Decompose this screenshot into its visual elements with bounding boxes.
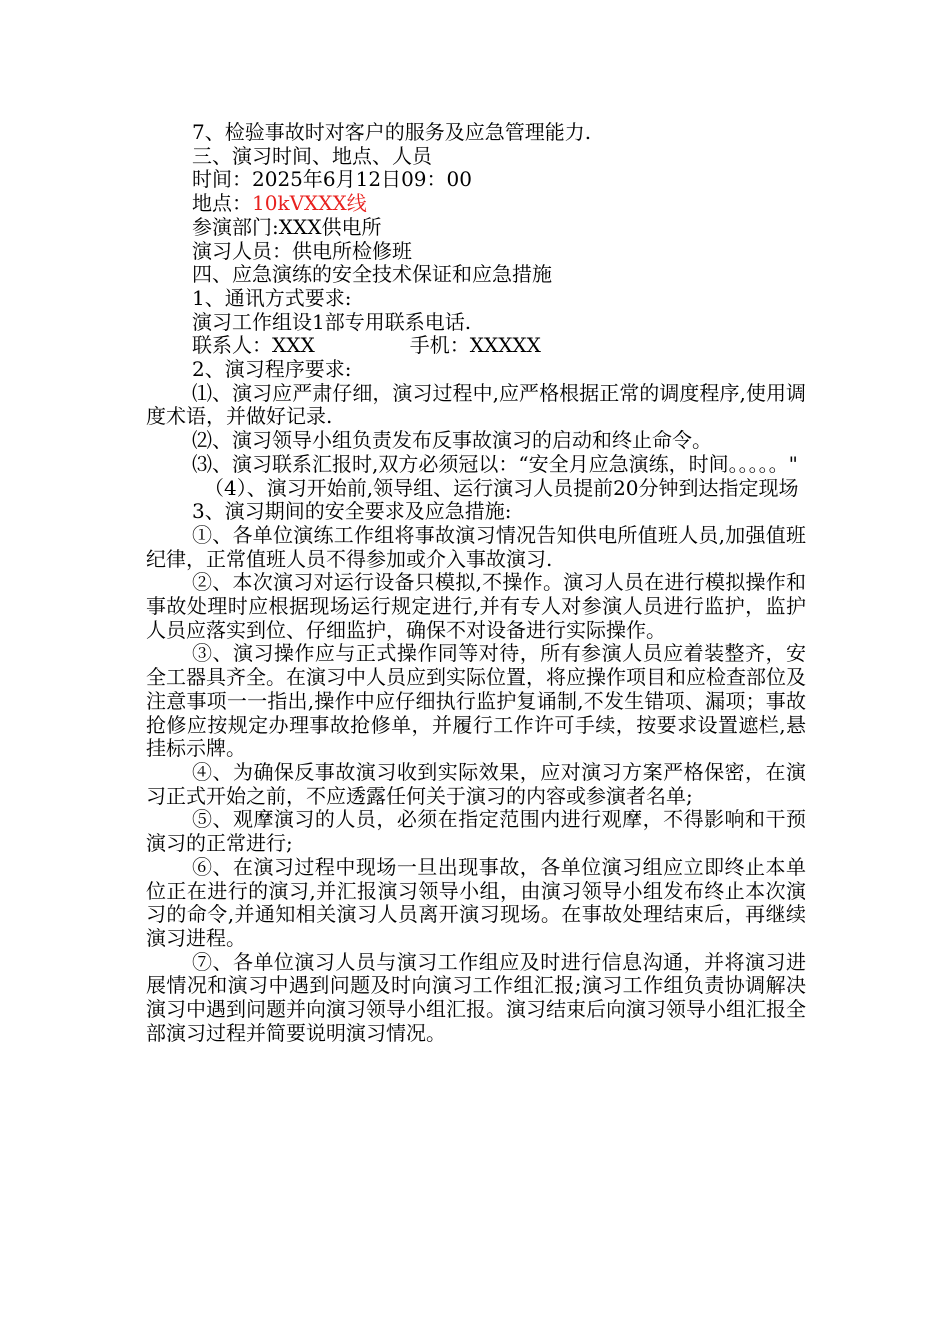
safety-item-4: ④、为确保反事故演习收到实际效果，应对演习方案严格保密，在演习正式开始之前，不应透露任何关于演习的内容或参演者名单; <box>146 760 806 808</box>
location-value: 10kVXXX线 <box>252 192 367 216</box>
safety-item-5: ⑤、观摩演习的人员，必须在指定范围内进行观摩，不得影响和干预演习的正常进行; <box>146 808 806 856</box>
contact-phone-note: 演习工作组设1部专用联系电话. <box>192 310 472 334</box>
drill-location <box>146 192 806 216</box>
contact-person: 联系人：XXX <box>192 334 315 358</box>
contact-line <box>146 334 806 358</box>
procedure-item-2: ⑵、演习领导小组负责发布反事故演习的启动和终止命令。 <box>192 429 712 453</box>
location-label: 地点： <box>192 192 252 216</box>
procedure-item-1: ⑴、演习应严肃仔细，演习过程中,应严格根据正常的调度程序,使用调度术语，并做好记录. <box>146 381 806 429</box>
subsection-2-heading: 2、演习程序要求: <box>192 358 352 382</box>
section-4-heading: 四、应急演练的安全技术保证和应急措施 <box>192 263 552 287</box>
safety-item-1: ①、各单位演练工作组将事故演习情况告知供电所值班人员,加强值班纪律，正常值班人员不得参加或介入事故演习. <box>146 523 806 571</box>
procedure-item-3: ⑶、演习联系汇报时,双方必须冠以：“安全月应急演练，时间。。。。。" <box>192 452 798 476</box>
safety-item-6: ⑥、在演习过程中现场一旦出现事故，各单位演习组应立即终止本单位正在进行的演习,并汇报演习领导小组，由演习领导小组发布终止本次演习的命令,并通知相关演习人员离开演习现场。在事故处理结束后，再继续演习进程。 <box>146 855 806 950</box>
subsection-1-heading: 1、通讯方式要求: <box>192 286 352 310</box>
safety-item-7: ⑦、各单位演习人员与演习工作组应及时进行信息沟通，并将演习进展情况和演习中遇到问题及时向演习工作组汇报;演习工作组负责协调解决演习中遇到问题并向演习领导小组汇报。演习结束后向演习领导小组汇报全部演习过程并简要说明演习情况。 <box>146 950 806 1045</box>
section-3-heading: 三、演习时间、地点、人员 <box>192 144 432 168</box>
participating-department: 参演部门:XXX供电所 <box>192 215 382 239</box>
drill-time: 时间：2025年6月12日09：00 <box>192 168 472 192</box>
safety-item-3: ③、演习操作应与正式操作同等对待，所有参演人员应着装整齐，安全工器具齐全。在演习中人员应到实际位置，将应操作项目和应检查部位及注意事项一一指出,操作中应仔细执行监护复诵制,不发生错项、漏项；事故抢修应按规定办理事故抢修单，并履行工作许可手续，按要求设置遮栏,悬挂标示牌。 <box>146 642 806 761</box>
procedure-item-4: （4）、演习开始前,领导组、运行演习人员提前20分钟到达指定现场 <box>204 476 799 500</box>
contact-mobile: 手机：XXXXX <box>409 334 541 358</box>
safety-item-2: ②、本次演习对运行设备只模拟,不操作。演习人员在进行模拟操作和事故处理时应根据现场运行规定进行,并有专人对参演人员进行监护，监护人员应落实到位、仔细监护，确保不对设备进行实际操作。 <box>146 571 806 642</box>
document-body <box>146 121 806 1045</box>
subsection-3-heading: 3、演习期间的安全要求及应急措施: <box>192 500 512 524</box>
drill-personnel: 演习人员：供电所检修班 <box>192 239 412 263</box>
item-7: 7、检验事故时对客户的服务及应急管理能力. <box>192 121 592 144</box>
